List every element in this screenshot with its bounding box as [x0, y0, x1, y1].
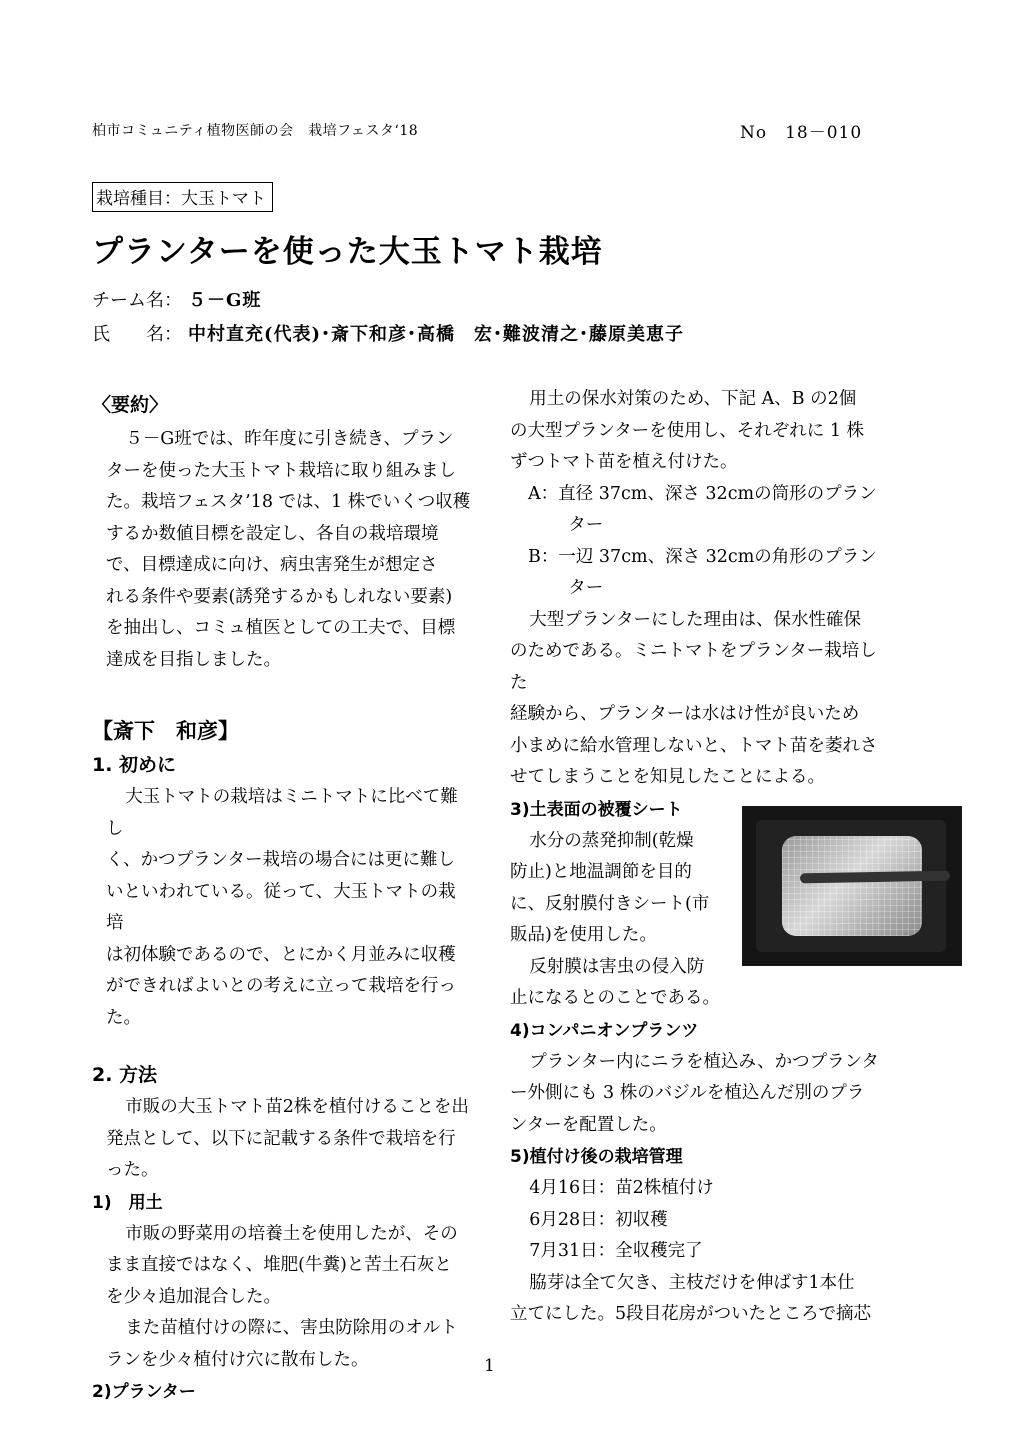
reflective-sheet-photo: [742, 806, 962, 966]
summary-line: れる条件や要素(誘発するかもしれない要素): [106, 586, 453, 607]
sheet-line: 反射膜は害虫の侵入防: [529, 956, 705, 977]
section1-line: 大玉トマトの栽培はミニトマトに比べて難し: [106, 787, 458, 839]
section1-line: く、かつプランター栽培の場合には更に難し: [106, 850, 455, 870]
author-heading: 【斎下 和彦】: [92, 719, 239, 743]
header-organization: 柏市コミュニティ植物医師の会 栽培フェスタ‘18: [92, 123, 419, 139]
reason-line: 小まめに給水管理しないと、トマト苗を萎れさ: [510, 735, 878, 756]
page-title: プランターを使った大玉トマト栽培: [92, 234, 603, 270]
section2-heading: 2. 方法: [92, 1064, 158, 1086]
planter-item-b: B：一辺 37cm、深さ 32cmの角形のプランター: [528, 546, 877, 598]
section1-heading: 1. 初めに: [92, 754, 177, 776]
soil-line: また苗植付けの際に、害虫防除用のオルト: [125, 1318, 458, 1338]
companion-line: ー外側にも 3 株のバジルを植込んだ別のプラ: [510, 1083, 865, 1103]
members-row: [92, 320, 684, 346]
reason-line: 大型プランターにした理由は、保水性確保: [529, 609, 862, 630]
manage-line: 立てにした。5段目花房がついたところで摘芯: [510, 1304, 871, 1324]
soil-line: まま直接ではなく、堆肥(牛糞)と苦土石灰と: [106, 1255, 452, 1275]
summary-body: [92, 424, 472, 676]
manage-line: 脇芽は全て欠き、主枝だけを伸ばす1本仕: [529, 1272, 855, 1293]
category-label: 栽培種目：大玉トマト: [92, 182, 273, 212]
schedule-item: 4月16日：苗2株植付け: [529, 1178, 714, 1198]
team-value: ５－G班: [188, 290, 262, 311]
soil-line: を少々追加混合した。: [106, 1286, 281, 1307]
soil-heading: 1) 用土: [92, 1192, 163, 1213]
team-label: チーム名：: [92, 290, 182, 311]
section1-line: は初体験であるので、とにかく月並みに収穫: [106, 944, 456, 965]
reflective-foil: [782, 836, 922, 936]
members-label: 氏 名：: [92, 324, 182, 345]
sheet-heading: 3)土表面の被覆シート: [510, 799, 683, 820]
summary-heading: 〈要約〉: [92, 394, 169, 416]
page-number: 1: [484, 1356, 495, 1376]
members-value: 中村直充(代表)･斎下和彦･高橋 宏･難波清之･藤原美恵子: [188, 324, 685, 345]
soil-body: [92, 1219, 472, 1377]
companion-heading: 4)コンパニオンプランツ: [510, 1020, 699, 1041]
summary-line: た。栽培フェスタ’18 では、1 株でいくつ収穫: [106, 492, 471, 512]
sheet-line: に、反射膜付きシート(市: [510, 893, 710, 914]
summary-line: 達成を目指しました。: [106, 649, 281, 670]
planter-item-a: A：直径 37cm、深さ 32cmの筒形のプランター: [528, 483, 877, 535]
planter-line: 用土の保水対策のため、下記 A、B の2個: [529, 389, 857, 409]
companion-line: ンターを配置した。: [510, 1114, 667, 1135]
section2-line: った。: [106, 1160, 159, 1180]
section2-line: 市販の大玉トマト苗2株を植付けることを出: [125, 1097, 469, 1117]
section1-body: [92, 782, 472, 1034]
section1-line: ができればよいとの考えに立って栽培を行っ: [106, 976, 456, 996]
sheet-line: 防止)と地温調節を目的: [510, 862, 692, 882]
sheet-line: 販品)を使用した。: [510, 925, 657, 945]
summary-line: を抽出し、コミュ植医としての工夫で、目標: [106, 618, 456, 638]
section2-intro: [92, 1092, 472, 1187]
summary-line: ターを使った大玉トマト栽培に取り組みまし: [106, 460, 456, 481]
schedule-item: 7月31日：全収穫完了: [529, 1241, 703, 1261]
planter-heading: 2)プランター: [92, 1382, 196, 1402]
summary-line: で、目標達成に向け、病虫害発生が想定さ: [106, 555, 438, 575]
section2-line: 発点として、以下に記載する条件で栽培を行: [106, 1128, 456, 1149]
reason-line: せてしまうことを知見したことによる。: [510, 767, 825, 787]
sheet-line: 止になるとのことである。: [510, 988, 720, 1008]
schedule-item: 6月28日：初収穫: [529, 1209, 668, 1230]
soil-line: ランを少々植付け穴に散布した。: [106, 1349, 369, 1370]
reason-line: 経験から、プランターは水はけ性が良いため: [510, 704, 860, 724]
companion-line: プランター内にニラを植込み、かつプランタ: [529, 1051, 879, 1072]
section1-line: いといわれている。従って、大玉トマトの栽培: [106, 881, 456, 933]
planter-line: の大型プランターを使用し、それぞれに 1 株: [510, 420, 865, 441]
soil-line: 市販の野菜用の培養土を使用したが、その: [125, 1223, 458, 1244]
summary-line: するか数値目標を設定し、各自の栽培環境: [106, 523, 439, 544]
section1-line: た。: [106, 1007, 141, 1028]
sheet-line: 水分の蒸発抑制(乾燥: [529, 830, 694, 851]
summary-line: ５－G班では、昨年度に引き続き、プラン: [125, 429, 454, 449]
left-column: [92, 388, 472, 1408]
document-number: No 18－010: [740, 123, 863, 143]
team-row: [92, 286, 261, 312]
manage-heading: 5)植付け後の栽培管理: [510, 1147, 683, 1167]
planter-line: ずつトマト苗を植え付けた。: [510, 452, 738, 472]
reason-line: のためである。ミニトマトをプランター栽培した: [510, 641, 877, 693]
